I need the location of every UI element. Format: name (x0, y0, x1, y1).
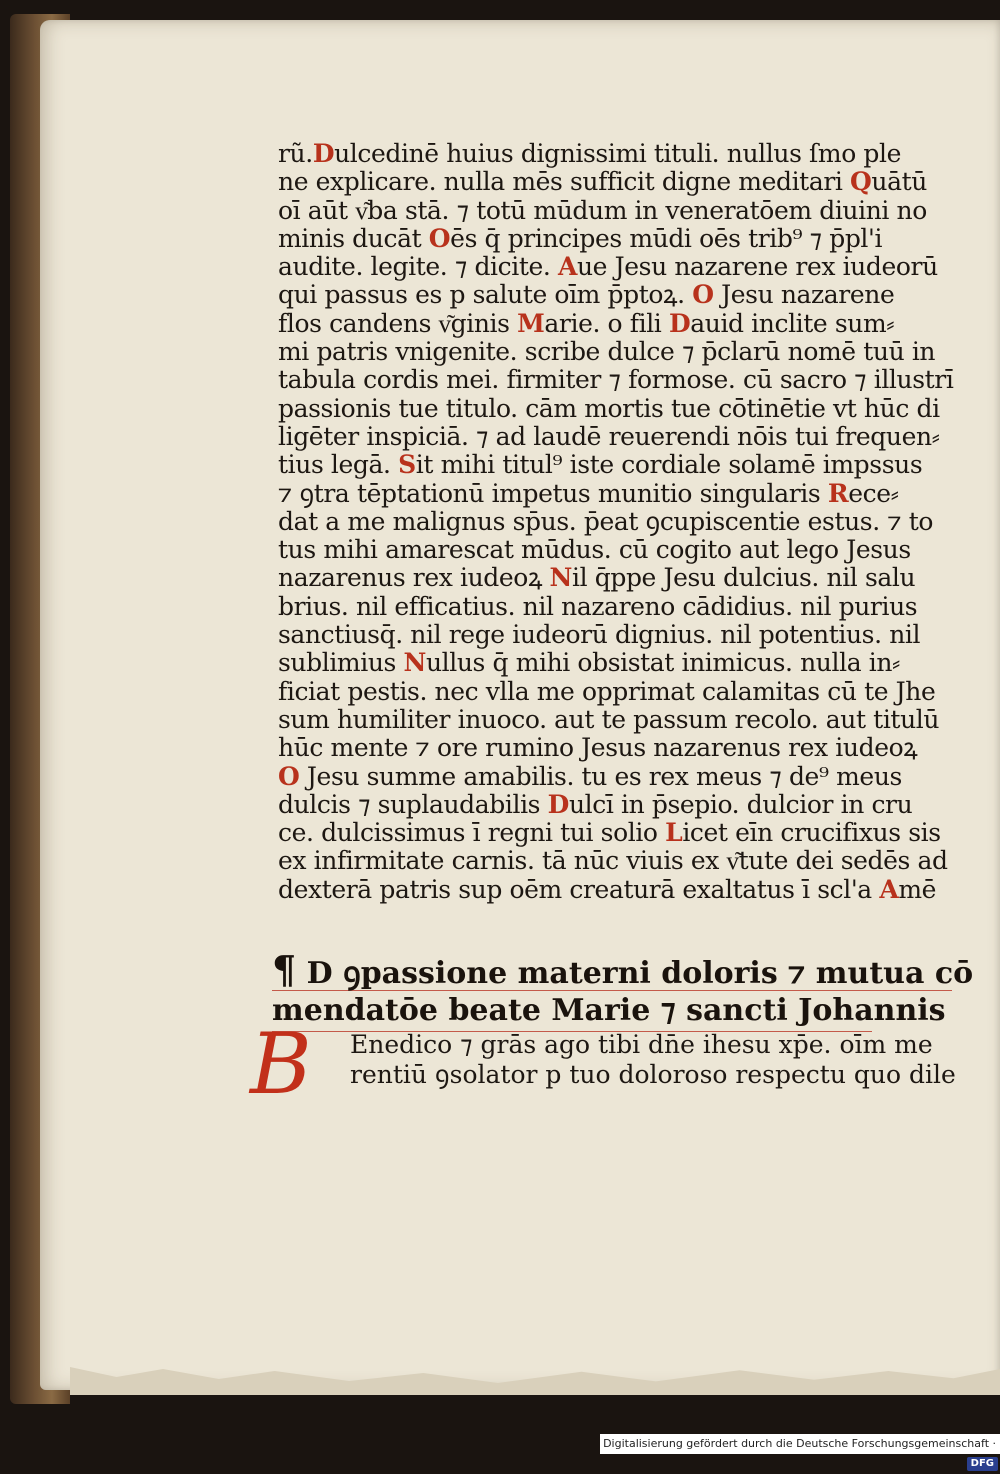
text-line (278, 252, 938, 282)
text-segment: ligēter inspiciā. ⁊ ad laudē reuerendi nōis tui frequen⸗ (278, 421, 940, 451)
text-segment: passionis tue titulo. cām mortis tue cōtinētie vt hūc di (278, 393, 940, 423)
dfg-logo: DFG (967, 1457, 998, 1471)
text-segment: ulcī in p̄sepio. dulcior in cru (568, 789, 913, 819)
rubricated-initial: O (692, 280, 714, 310)
rubric-heading (272, 947, 974, 1032)
heading-line-2-text: mendatōe beate Marie ⁊ sancti Johannis (272, 993, 946, 1028)
text-segment: ficiat pestis. nec vlla me opprimat calamitas cū te Jhe (278, 676, 936, 706)
heading-line-1 (272, 947, 974, 992)
rubricated-initial: A (557, 252, 577, 282)
heading-line-2 (272, 991, 946, 1032)
text-segment: mi patris vnigenite. scribe dulce ⁊ p̄clarū nomē tuū in (278, 337, 936, 367)
digitization-credit (600, 1434, 1000, 1469)
text-line (278, 536, 928, 564)
text-segment: dat a me malignus sp̄us. p̄eat ꝯcupiscentie estus. ⁊ to (278, 506, 934, 536)
text-segment: dexterā patris sup oēm creaturā exaltatus ī scl'a (278, 874, 880, 904)
rubricated-initial: D (312, 139, 335, 168)
rubricated-initial: Q (850, 167, 872, 197)
text-line (278, 564, 928, 592)
text-line (278, 337, 936, 367)
text-segment: ullus q̄ mihi obsistat inimicus. nulla in⸗ (425, 648, 900, 678)
text-segment: dulcis ⁊ suplaudabilis (278, 789, 548, 819)
text-segment: ex infirmitate carnis. tā nūc viuis ex v͂tute dei sedēs ad (278, 846, 948, 876)
text-line (278, 874, 937, 904)
rubricated-initial: O (428, 223, 451, 253)
text-segment: ce. dulcissimus ī regni tui solio (278, 818, 666, 848)
text-segment: mē (898, 874, 937, 904)
body-text (278, 139, 954, 904)
text-line (278, 846, 948, 876)
decorated-initial: B (250, 1015, 312, 1113)
text-line (278, 451, 928, 479)
paragraph-mark: ¶ (272, 947, 297, 992)
text-line (278, 197, 928, 225)
rubricated-initial: N (549, 563, 572, 593)
text-segment: oī aūt v͂ba stā. ⁊ totū mūdum in veneratōem diuini no (278, 195, 927, 225)
rubricated-initial: A (879, 874, 899, 904)
text-line (278, 506, 934, 536)
text-segment: it mihi titul⁹ iste cordiale solamē impssus (415, 450, 923, 480)
text-segment: tius legā. (278, 450, 399, 480)
incipit-line-1: Enedico ⁊ grās ago tibi dn̄e ihesu xp̄e. oīm me (350, 1030, 933, 1059)
text-line (278, 676, 936, 706)
rubricated-initial: O (278, 761, 300, 791)
text-line (278, 168, 928, 196)
text-line (278, 734, 928, 762)
text-segment: brius. nil efficatius. nil nazareno cādidius. nil purius (278, 591, 918, 621)
text-segment: Jesu nazarene (713, 280, 895, 310)
rubricated-initial: R (827, 478, 849, 508)
text-segment: hūc mente ⁊ ore rumino Jesus nazarenus rex iudeoꝝ (278, 733, 918, 763)
text-segment: rũ. (278, 139, 313, 168)
text-segment: ece⸗ (848, 478, 899, 508)
text-segment: audite. legite. ⁊ dicite. (278, 252, 558, 282)
text-line (278, 421, 940, 451)
text-line (278, 621, 928, 649)
text-segment: tus mihi amarescat mūdus. cū cogito aut lego Jesus (278, 535, 911, 565)
text-line (278, 593, 928, 621)
rubricated-initial: M (517, 308, 545, 338)
text-line (278, 763, 928, 791)
text-line (278, 393, 940, 423)
text-segment: sublimius (278, 648, 404, 678)
text-line (278, 818, 941, 848)
incipit-line-2: rentiū ꝯsolator p tuo doloroso respectu quo dile (350, 1060, 956, 1089)
text-segment: arie. o fili (544, 308, 669, 338)
text-segment: Jesu summe amabilis. tu es rex meus ⁊ de⁹ meus (299, 761, 902, 791)
text-segment: ne explicare. nulla mēs sufficit digne meditari (278, 167, 851, 197)
credit-text: Digitalisierung gefördert durch die Deutsche Forschungsgemeinschaft · (603, 1437, 996, 1450)
text-segment: qui passus es p salute oīm p̄ptoꝝ. (278, 280, 693, 310)
text-line (278, 791, 928, 819)
text-line (278, 225, 928, 253)
rubricated-initial: N (403, 648, 426, 678)
text-segment: nazarenus rex iudeoꝝ (278, 563, 550, 593)
rubricated-initial: D (547, 789, 569, 819)
text-segment: ulcedinē huius dignissimi tituli. nullus ſmo ple (334, 139, 902, 168)
rubricated-initial: S (398, 450, 416, 480)
text-segment: minis ducāt (278, 223, 429, 253)
text-line (278, 310, 928, 338)
text-segment: uātū (871, 167, 927, 197)
text-segment: tabula cordis mei. firmiter ⁊ formose. cū sacro ⁊ illustrī (278, 365, 954, 395)
text-segment: icet eīn crucifixus sis (682, 818, 941, 848)
text-segment: ue Jesu nazarene rex iudeorū (576, 252, 938, 282)
text-segment: ⁊ ꝯtra tēptationū impetus munitio singularis (278, 478, 828, 508)
text-line (278, 480, 928, 508)
text-segment: ēs q̄ principes mūdi oēs trib⁹ ⁊ p̄pl'i (450, 223, 883, 253)
text-segment: auid inclite sum⸗ (690, 308, 895, 338)
text-line (278, 649, 928, 677)
rubricated-initial: L (665, 818, 683, 848)
text-line (278, 365, 954, 395)
rubricated-initial: D (668, 308, 691, 338)
text-line (278, 704, 940, 734)
text-segment: sum humiliter inuoco. aut te passum recolo. aut titulū (278, 704, 940, 734)
text-segment: flos candens v͂ginis (278, 308, 518, 338)
heading-line-1-text: D ꝯpassione materni doloris ⁊ mutua cō (306, 956, 974, 991)
text-line (278, 281, 928, 309)
text-segment: il q̄ppe Jesu dulcius. nil salu (572, 563, 916, 593)
text-segment: sanctiusq̄. nil rege iudeorū dignius. nil potentius. nil (278, 620, 921, 650)
text-line (278, 140, 928, 168)
incipit-text (350, 1030, 956, 1090)
